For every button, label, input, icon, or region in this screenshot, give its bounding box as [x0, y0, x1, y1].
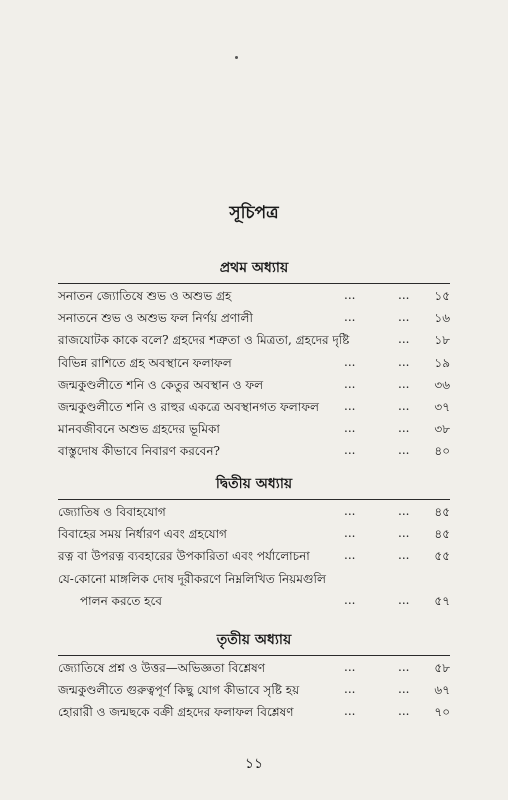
toc-leader-dots: ... — [398, 376, 410, 391]
toc-leader-dots: ... — [398, 592, 410, 607]
toc-page-number: ৫৭ — [434, 593, 450, 608]
toc-entry-title: রত্ন বা উপরত্ন ব্যবহারের উপকারিতা এবং পর্যালোচনা — [58, 549, 310, 564]
toc-leader-dots: ... — [398, 682, 410, 697]
toc-page-number: ৬৭ — [434, 683, 450, 698]
toc-entry-title: মানবজীবনে অশুভ গ্রহদের ভূমিকা — [58, 422, 220, 437]
toc-row — [58, 660, 450, 682]
toc-leader-dots: ... — [398, 548, 410, 563]
toc-page-number: ৫৫ — [434, 549, 450, 564]
page-title: সূচিপত্র — [229, 203, 279, 223]
toc-entry-title: রাজযোটক কাকে বলে? গ্রহদের শত্রুতা ও মিত্রতা, গ্রহদের দৃষ্টি — [58, 333, 350, 348]
toc-leader-dots: ... — [344, 504, 356, 518]
toc-leader-dots: ... — [398, 704, 410, 719]
page-number: ১১ — [244, 756, 264, 772]
toc-row — [58, 682, 450, 704]
toc-leader-dots: ... — [398, 421, 410, 436]
toc-page-number: ৪৫ — [434, 505, 450, 519]
toc-leader-dots: ... — [398, 354, 410, 369]
toc-entry-title: সনাতনে শুভ ও অশুভ ফল নির্ণয় প্রণালী — [58, 311, 253, 326]
toc-row — [58, 593, 450, 615]
toc-row — [58, 421, 450, 443]
toc-leader-dots: ... — [344, 682, 356, 697]
chapter-1-heading: প্রথম অধ্যায় — [219, 260, 289, 276]
toc-row — [58, 288, 450, 310]
toc-leader-dots: ... — [344, 548, 356, 563]
toc-entry-title: জ্যোতিষ ও বিবাহযোগ — [58, 505, 166, 519]
toc-entry-title: যে-কোনো মাঙ্গলিক দোষ দূরীকরণে নিম্নলিখিত নিয়মগুলি — [58, 571, 326, 586]
toc-row — [58, 399, 450, 421]
toc-leader-dots: ... — [398, 288, 410, 302]
toc-row — [58, 443, 450, 465]
toc-leader-dots: ... — [398, 443, 410, 458]
toc-leader-dots: ... — [398, 310, 410, 325]
toc-entry-title: জন্মকুণ্ডলীতে গুরুত্বপূর্ণ কিছু যোগ কীভাবে সৃষ্টি হয় — [58, 683, 300, 698]
toc-entry-title: জ্যোতিষে প্রশ্ন ও উত্তর—অভিজ্ঞতা বিশ্লেষণ — [58, 661, 265, 675]
toc-page-number: ৫৮ — [434, 661, 450, 675]
toc-leader-dots: ... — [344, 704, 356, 719]
toc-entry-title: জন্মকুণ্ডলীতে শনি ও কেতুর অবস্থান ও ফল — [58, 377, 264, 392]
toc-page-number: ৩৮ — [434, 422, 450, 437]
chapter-2-rule — [58, 499, 450, 500]
chapter-1-rule — [58, 283, 450, 284]
toc-leader-dots: ... — [398, 504, 410, 518]
toc-entry-title: পালন করতে হবে — [80, 593, 162, 608]
toc-row — [58, 548, 450, 570]
toc-entry-title: হোরারী ও জন্মছকে বক্রী গ্রহদের ফলাফল বিশ্লেষণ — [58, 705, 294, 720]
toc-leader-dots: ... — [398, 660, 410, 674]
toc-page-number: ১৯ — [434, 355, 450, 370]
toc-row — [58, 355, 450, 377]
toc-leader-dots: ... — [398, 526, 410, 541]
toc-entry-title: জন্মকুণ্ডলীতে শনি ও রাহুর একত্রে অবস্থানগত ফলাফল — [58, 400, 319, 414]
toc-page-number: ১৫ — [434, 289, 450, 303]
toc-leader-dots: ... — [344, 660, 356, 674]
chapter-3-heading: তৃতীয় অধ্যায় — [216, 632, 292, 648]
toc-entry-title: সনাতন জ্যোতিষে শুভ ও অশুভ গ্রহ — [58, 289, 232, 303]
toc-page-number: ১৬ — [434, 311, 450, 326]
toc-row — [58, 504, 450, 526]
toc-leader-dots: ... — [344, 526, 356, 541]
toc-leader-dots: ... — [344, 376, 356, 391]
toc-page-number: ৩৭ — [434, 400, 450, 414]
toc-page-number: ৩৬ — [434, 377, 450, 392]
toc-entry-title: বিবাহের সময় নির্ধারণ এবং গ্রহযোগ — [58, 527, 227, 542]
toc-page-number: ৭০ — [434, 705, 450, 720]
toc-leader-dots: ... — [398, 332, 410, 347]
toc-row — [58, 310, 450, 332]
toc-leader-dots: ... — [344, 354, 356, 369]
toc-page-number: ১৮ — [434, 333, 450, 348]
toc-row — [58, 704, 450, 726]
toc-row — [58, 571, 450, 593]
toc-leader-dots: ... — [344, 421, 356, 436]
toc-page-number: ৪০ — [434, 444, 450, 459]
toc-leader-dots: ... — [344, 310, 356, 325]
toc-entry-title: বাস্তুদোষ কীভাবে নিবারণ করবেন? — [58, 444, 220, 459]
toc-entry-title: বিভিন্ন রাশিতে গ্রহ অবস্থানে ফলাফল — [58, 355, 232, 370]
toc-row — [58, 526, 450, 548]
toc-page-number: ৪৫ — [434, 527, 450, 542]
chapter-3-rule — [58, 655, 450, 656]
toc-leader-dots: ... — [344, 592, 356, 607]
toc-leader-dots: ... — [344, 443, 356, 458]
toc-row — [58, 377, 450, 399]
toc-leader-dots: ... — [344, 399, 356, 413]
chapter-2-heading: দ্বিতীয় অধ্যায় — [215, 476, 293, 492]
toc-row — [58, 332, 450, 354]
toc-leader-dots: ... — [344, 288, 356, 302]
toc-leader-dots: ... — [398, 399, 410, 413]
